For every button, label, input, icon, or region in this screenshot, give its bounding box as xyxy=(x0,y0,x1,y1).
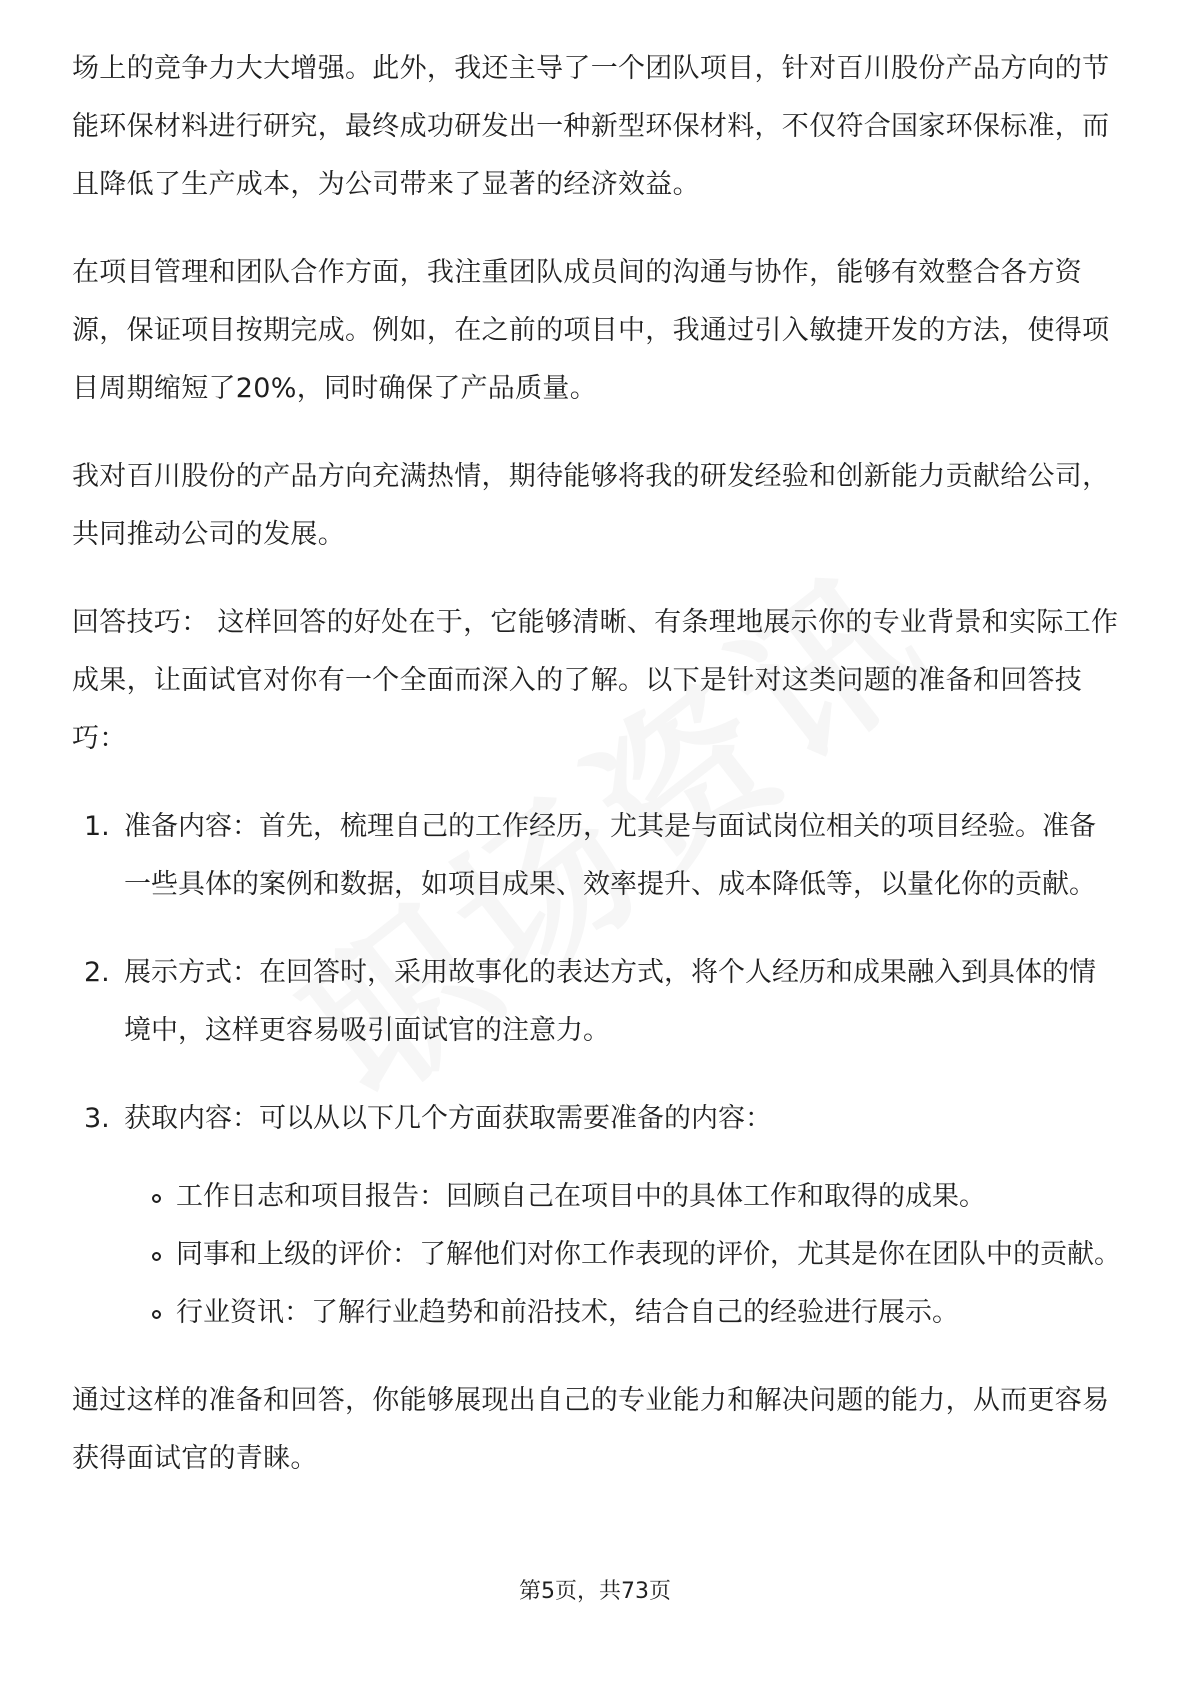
circle-bullet-icon xyxy=(152,1194,161,1203)
list-item xyxy=(72,944,1122,1060)
sub-list-item xyxy=(124,1284,1122,1342)
list-item xyxy=(72,1090,1122,1342)
list-item-number: 2. xyxy=(84,957,110,988)
sub-list-item xyxy=(124,1226,1122,1284)
sub-list-item-text: 行业资讯：了解行业趋势和前沿技术，结合自己的经验进行展示。 xyxy=(176,1297,959,1328)
paragraph-2: 在项目管理和团队合作方面，我注重团队成员间的沟通与协作，能够有效整合各方资源，保证项目按期完成。例如，在之前的项目中，我通过引入敏捷开发的方法，使得项目周期缩短了20%，同时确保了产品质量。 xyxy=(72,257,1110,404)
sub-list-item-text: 同事和上级的评价：了解他们对你工作表现的评价，尤其是你在团队中的贡献。 xyxy=(176,1239,1121,1270)
sub-list-item xyxy=(124,1168,1122,1226)
document-page xyxy=(72,40,1122,1518)
closing-paragraph: 通过这样的准备和回答，你能够展现出自己的专业能力和解决问题的能力，从而更容易获得面试官的青睐。 xyxy=(72,1385,1110,1474)
sub-list xyxy=(124,1168,1122,1342)
list-item-number: 3. xyxy=(84,1103,110,1134)
paragraph-1: 场上的竞争力大大增强。此外，我还主导了一个团队项目，针对百川股份产品方向的节能环保材料进行研究，最终成功研发出一种新型环保材料，不仅符合国家环保标准，而且降低了生产成本，为公司带来了显著的经济效益。 xyxy=(72,53,1110,200)
paragraph-answer-tips: 回答技巧： 这样回答的好处在于，它能够清晰、有条理地展示你的专业背景和实际工作成果，让面试官对你有一个全面而深入的了解。以下是针对这类问题的准备和回答技巧： xyxy=(72,607,1119,754)
sub-list-item-text: 工作日志和项目报告：回顾自己在项目中的具体工作和取得的成果。 xyxy=(176,1181,986,1212)
circle-bullet-icon xyxy=(152,1252,161,1261)
list-item-number: 1. xyxy=(84,811,110,842)
paragraph-3: 我对百川股份的产品方向充满热情，期待能够将我的研发经验和创新能力贡献给公司，共同推动公司的发展。 xyxy=(72,461,1110,550)
list-item-text: 准备内容：首先，梳理自己的工作经历，尤其是与面试岗位相关的项目经验。准备一些具体的案例和数据，如项目成果、效率提升、成本降低等，以量化你的贡献。 xyxy=(124,811,1096,900)
list-item-text: 展示方式：在回答时，采用故事化的表达方式，将个人经历和成果融入到具体的情境中，这样更容易吸引面试官的注意力。 xyxy=(124,957,1096,1046)
list-item-text: 获取内容：可以从以下几个方面获取需要准备的内容： xyxy=(124,1103,772,1134)
ordered-list xyxy=(72,798,1122,1342)
page-number: 第5页，共73页 xyxy=(519,1579,671,1604)
circle-bullet-icon xyxy=(152,1310,161,1319)
list-item xyxy=(72,798,1122,914)
